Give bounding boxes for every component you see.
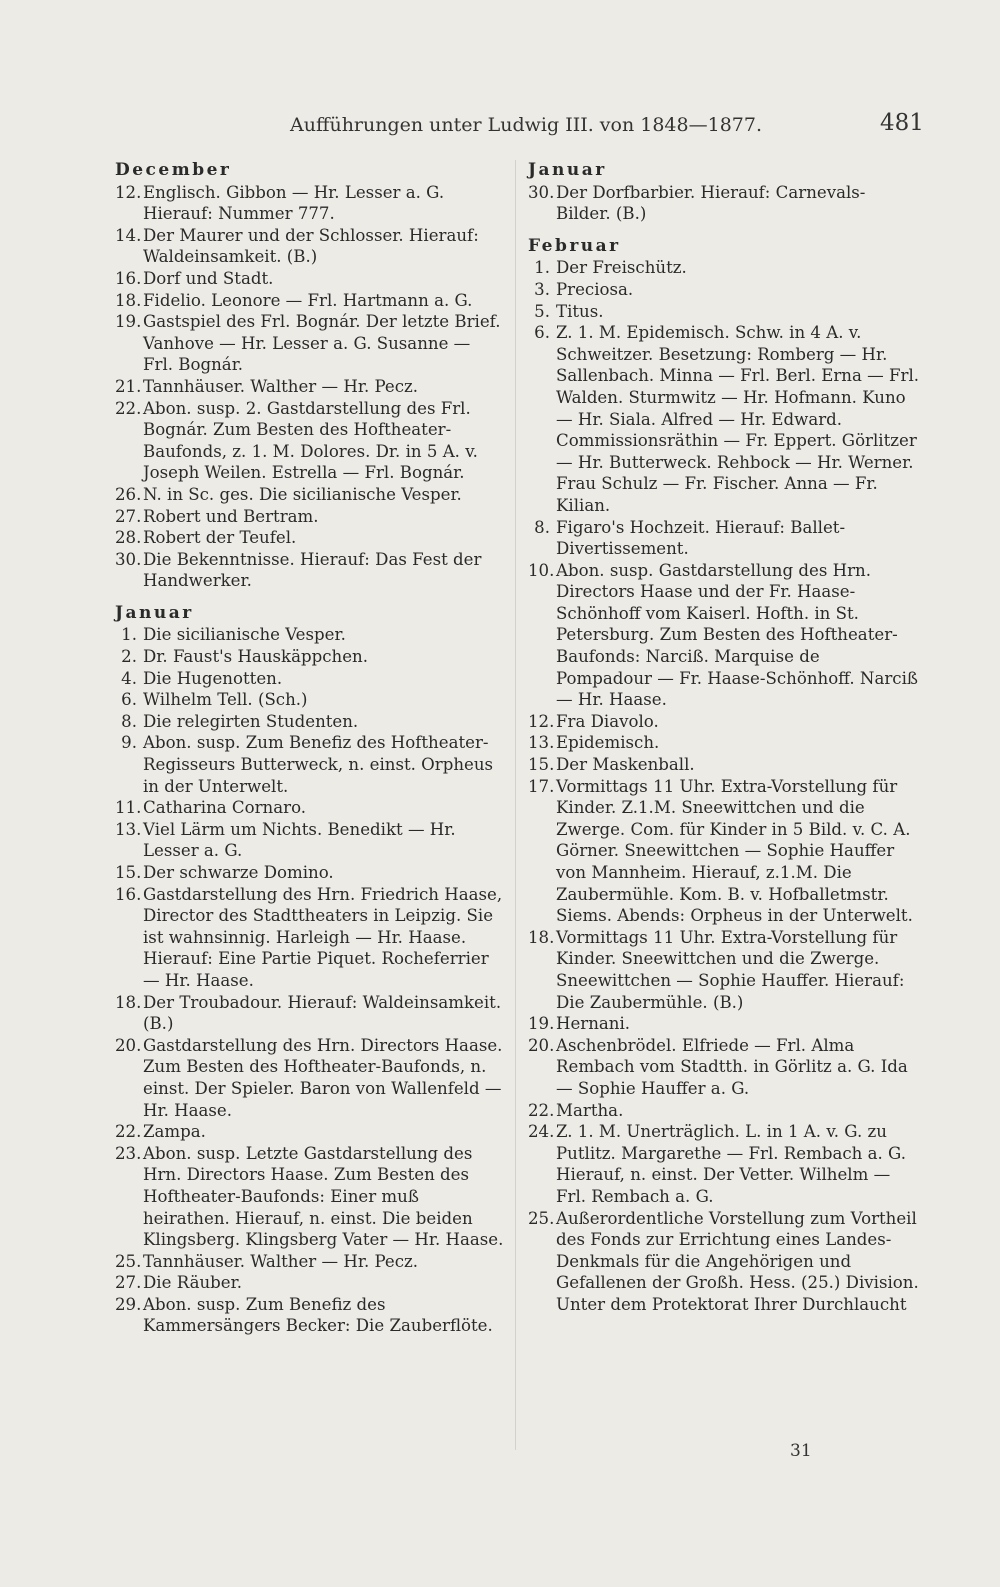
performance-entry (115, 689, 505, 711)
entry-day: 20. (528, 1035, 555, 1055)
entry-day: 18. (528, 927, 555, 947)
performance-entry (528, 1035, 920, 1100)
entry-text: Der Dorfbarbier. Hierauf: Carnevals-Bilder. (B.) (556, 182, 866, 224)
page-number: 481 (880, 110, 924, 136)
performance-entry (115, 884, 505, 992)
entry-day: 15. (115, 863, 142, 882)
entry-day: 29. (115, 1294, 142, 1314)
entry-day: 13. (528, 733, 555, 753)
performance-entry (528, 776, 920, 927)
performance-entry (115, 311, 505, 376)
entry-text: Vormittags 11 Uhr. Extra-Vorstellung für Kinder. Z.1.M. Sneewittchen und die Zwerge. Com. für Kinder in 5 Bild. v. C. A. Görner. Sneewittchen — Sophie Hauffer von Mannheim. Hierauf, z.1.M. Die Zaubermühle. Kom. B. v. Hofballetmstr. Siems. Abends: Orpheus in der Unterwelt. (556, 776, 913, 926)
performance-entry (528, 517, 920, 560)
entry-text: Der Troubadour. Hierauf: Waldeinsamkeit. (B.) (143, 992, 502, 1034)
performance-entry (528, 927, 920, 1013)
entry-text: Abon. susp. Zum Benefiz des Hoftheater-Regisseurs Butterweck, n. einst. Orpheus in der Unterwelt. (143, 733, 494, 796)
right-column (528, 160, 920, 1315)
performance-entry (115, 549, 505, 592)
performance-entry (528, 754, 920, 776)
entry-day: 27. (115, 1273, 142, 1293)
entry-day: 15. (528, 755, 555, 775)
entry-text: Z. 1. M. Unerträglich. L. in 1 A. v. G. zu Putlitz. Margarethe — Frl. Rembach a. G. Hierauf, n. einst. Der Vetter. Wilhelm — Frl. Rembach a. G. (556, 1122, 906, 1206)
entry-day: 25. (115, 1251, 142, 1271)
performance-entry (115, 1294, 505, 1337)
entry-text: Fidelio. Leonore — Frl. Hartmann a. G. (143, 290, 473, 310)
entry-text: Gastdarstellung des Hrn. Directors Haase. Zum Besten des Hoftheater-Baufonds, n. einst. Der Spieler. Baron von Wallenfeld — Hr. Haase. (143, 1035, 503, 1120)
entry-day: 11. (115, 798, 142, 818)
performance-entry (528, 322, 920, 516)
performance-entry (115, 819, 505, 862)
entry-text: N. in Sc. ges. Die sicilianische Vesper. (143, 484, 462, 504)
entry-text: Abon. susp. Zum Benefiz des Kammersängers Becker: Die Zauberflöte. (143, 1294, 493, 1336)
entry-day: 17. (528, 776, 555, 796)
entry-day: 8. (534, 517, 550, 537)
entry-text: Hernani. (556, 1014, 631, 1034)
performance-entry (115, 624, 505, 646)
entry-day: 27. (115, 506, 142, 526)
performance-entry (528, 711, 920, 733)
entry-day: 30. (115, 549, 142, 569)
performance-entry (115, 225, 505, 268)
entry-text: Tannhäuser. Walther — Hr. Pecz. (143, 376, 419, 396)
entry-text: Catharina Cornaro. (143, 798, 307, 818)
entry-day: 6. (121, 690, 137, 710)
entry-day: 5. (534, 301, 550, 321)
performance-entry (528, 279, 920, 301)
entry-day: 12. (115, 182, 142, 202)
column-divider (515, 160, 516, 1450)
entry-text: Englisch. Gibbon — Hr. Lesser a. G. Hierauf: Nummer 777. (143, 182, 445, 224)
entry-day: 8. (121, 711, 137, 731)
performance-entry (115, 506, 505, 528)
entry-day: 12. (528, 711, 555, 731)
performance-entry (115, 1121, 505, 1143)
entry-text: Titus. (556, 301, 604, 321)
entry-text: Der schwarze Domino. (143, 863, 334, 882)
performance-entry (115, 484, 505, 506)
entry-text: Der Maskenball. (556, 755, 695, 775)
entry-text: Abon. susp. Gastdarstellung des Hrn. Directors Haase und der Fr. Haase-Schönhoff vom Kaiserl. Hofth. in St. Petersburg. Zum Besten des Hoftheater-Baufonds: Narciß. Marquise de Pompadour — Fr. Haase-Schönhoff. Narciß — Hr. Haase. (556, 560, 918, 710)
entry-day: 6. (534, 323, 550, 343)
month-heading: Januar (528, 160, 607, 180)
entry-day: 22. (115, 1122, 142, 1142)
entry-text: Wilhelm Tell. (Sch.) (143, 690, 308, 710)
entry-text: Robert und Bertram. (143, 506, 319, 526)
entry-day: 13. (115, 819, 142, 839)
entry-text: Tannhäuser. Walther — Hr. Pecz. (143, 1251, 419, 1271)
entry-text: Zampa. (143, 1122, 206, 1142)
performance-entry (115, 732, 505, 797)
performance-entry (528, 301, 920, 323)
entry-text: Die Hugenotten. (143, 668, 283, 688)
entry-text: Die sicilianische Vesper. (143, 625, 346, 645)
month-heading: Februar (528, 235, 621, 256)
performance-entry (528, 257, 920, 279)
performance-entry (115, 290, 505, 312)
left-column (115, 160, 505, 1337)
entry-day: 22. (528, 1100, 555, 1120)
entry-day: 26. (115, 484, 142, 504)
entry-day: 22. (115, 398, 142, 418)
page-header (0, 108, 1000, 148)
entry-day: 18. (115, 992, 142, 1012)
entry-text: Gastspiel des Frl. Bognár. Der letzte Brief. Vanhove — Hr. Lesser a. G. Susanne — Frl. Bognár. (143, 312, 501, 375)
entry-text: Epidemisch. (556, 733, 660, 753)
entry-text: Die Räuber. (143, 1273, 242, 1293)
performance-entry (115, 1251, 505, 1273)
performance-entry (115, 1272, 505, 1294)
entry-text: Dr. Faust's Hauskäppchen. (143, 647, 368, 667)
month-heading: Januar (115, 602, 194, 623)
entry-text: Die relegirten Studenten. (143, 711, 359, 731)
entry-text: Dorf und Stadt. (143, 268, 274, 288)
performance-entry (528, 560, 920, 711)
entry-day: 2. (121, 647, 137, 667)
entry-day: 28. (115, 528, 142, 548)
entry-day: 16. (115, 884, 142, 904)
entry-text: Preciosa. (556, 279, 634, 299)
performance-entry (115, 376, 505, 398)
entry-day: 14. (115, 225, 142, 245)
entry-day: 9. (121, 733, 137, 753)
entry-day: 24. (528, 1122, 555, 1142)
entry-day: 16. (115, 268, 142, 288)
entry-day: 19. (528, 1014, 555, 1034)
performance-entry (115, 268, 505, 290)
entry-text: Viel Lärm um Nichts. Benedikt — Hr. Lesser a. G. (143, 819, 456, 861)
performance-entry (528, 1121, 920, 1207)
entry-day: 4. (121, 668, 137, 688)
performance-entry (115, 862, 505, 884)
entry-text: Aschenbrödel. Elfriede — Frl. Alma Rembach vom Stadtth. in Görlitz a. G. Ida — Sophie Hauffer a. G. (556, 1035, 908, 1098)
entry-text: Figaro's Hochzeit. Hierauf: Ballet-Divertissement. (556, 517, 846, 559)
entry-text: Abon. susp. 2. Gastdarstellung des Frl. Bognár. Zum Besten des Hoftheater-Baufonds, z. 1. M. Dolores. Dr. in 5 A. v. Joseph Weilen. Estrella — Frl. Bognár. (143, 398, 478, 483)
performance-entry (115, 797, 505, 819)
performance-entry (115, 182, 505, 225)
entry-day: 30. (528, 182, 555, 202)
entry-text: Vormittags 11 Uhr. Extra-Vorstellung für Kinder. Sneewittchen und die Zwerge. Sneewittchen — Sophie Hauffer. Hierauf: Die Zaubermühle. (B.) (556, 927, 905, 1012)
performance-entry (528, 182, 920, 225)
entry-text: Die Bekenntnisse. Hierauf: Das Fest der Handwerker. (143, 549, 482, 591)
entry-text: Z. 1. M. Epidemisch. Schw. in 4 A. v. Schweitzer. Besetzung: Romberg — Hr. Sallenbach. Minna — Frl. Berl. Erna — Frl. Walden. Sturmwitz — Hr. Hofmann. Kuno — Hr. Siala. Alfred — Hr. Edward. Commissionsräthin — Fr. Eppert. Görlitzer — Hr. Butterweck. Rehbock — Hr. Werner. Frau Schulz — Fr. Fischer. Anna — Fr. Kilian. (556, 323, 920, 515)
performance-entry (115, 398, 505, 484)
performance-entry (115, 527, 505, 549)
entry-day: 10. (528, 560, 555, 580)
entry-day: 1. (121, 625, 137, 645)
entry-day: 1. (534, 258, 550, 278)
entry-day: 18. (115, 290, 142, 310)
performance-entry (528, 1208, 920, 1316)
performance-entry (115, 646, 505, 668)
performance-entry (528, 1100, 920, 1122)
performance-entry (115, 992, 505, 1035)
signature-mark: 31 (790, 1441, 812, 1461)
month-heading: December (115, 160, 232, 180)
entry-text: Abon. susp. Letzte Gastdarstellung des Hrn. Directors Haase. Zum Besten des Hoftheater-Baufonds: Einer muß heirathen. Hierauf, n. einst. Die beiden Klingsberg. Klingsberg Vater — Hr. Haase. (143, 1143, 504, 1250)
entry-text: Der Freischütz. (556, 258, 687, 278)
performance-entry (115, 711, 505, 733)
entry-text: Fra Diavolo. (556, 711, 659, 731)
entry-day: 21. (115, 376, 142, 396)
entry-text: Martha. (556, 1100, 624, 1120)
entry-day: 20. (115, 1035, 142, 1055)
performance-entry (528, 1013, 920, 1035)
entry-day: 25. (528, 1208, 555, 1228)
entry-text: Gastdarstellung des Hrn. Friedrich Haase, Director des Stadttheaters in Leipzig. Sie ist wahnsinnig. Harleigh — Hr. Haase. Hierauf: Eine Partie Piquet. Rocheferrier — Hr. Haase. (143, 884, 503, 990)
entry-day: 19. (115, 312, 142, 332)
entry-text: Der Maurer und der Schlosser. Hierauf: Waldeinsamkeit. (B.) (143, 225, 479, 267)
performance-entry (115, 1143, 505, 1251)
entry-day: 23. (115, 1143, 142, 1163)
entry-day: 3. (534, 279, 550, 299)
performance-entry (115, 668, 505, 690)
entry-text: Robert der Teufel. (143, 528, 297, 548)
entry-text: Außerordentliche Vorstellung zum Vortheil des Fonds zur Errichtung eines Landes-Denkmals für die Angehörigen und Gefallenen der Großh. Hess. (25.) Division. Unter dem Protektorat Ihrer Durchlaucht (556, 1208, 919, 1314)
running-title: Aufführungen unter Ludwig III. von 1848—1877. (290, 114, 762, 136)
performance-entry (115, 1035, 505, 1121)
performance-entry (528, 732, 920, 754)
